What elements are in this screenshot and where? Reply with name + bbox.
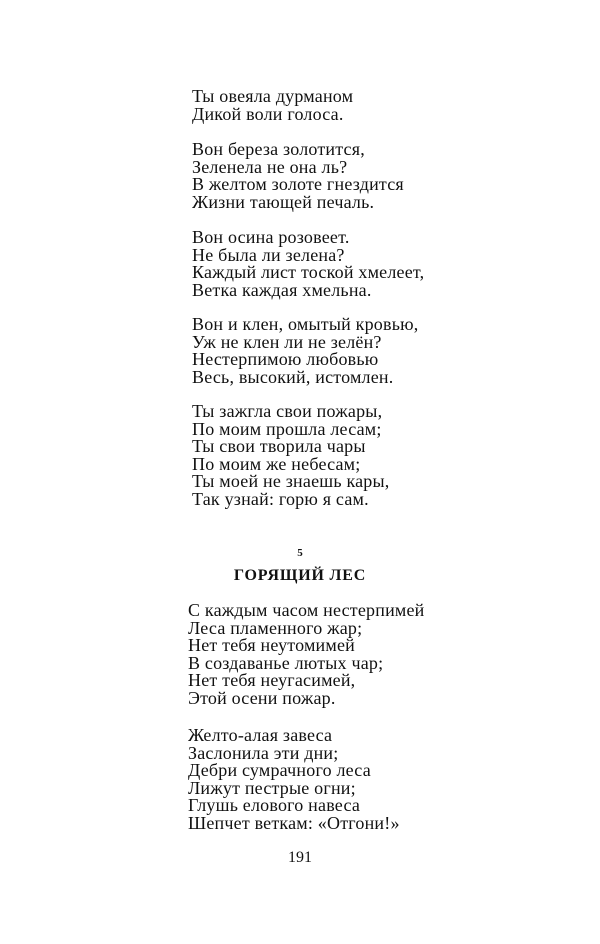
page-number: 191 <box>288 849 312 866</box>
poem-line: Заслонила эти дни; <box>188 742 339 763</box>
poem-line: По моим прошла лесам; <box>192 418 382 439</box>
poem-line: Дебри сумрачного леса <box>188 760 371 781</box>
poem-line: Шепчет веткам: «Отгони!» <box>188 812 400 833</box>
stanza-4 <box>192 316 418 386</box>
poem-line: Ты свои творила чары <box>192 436 366 457</box>
poem-line: Дикой воли голоса. <box>192 103 344 124</box>
stanza-7 <box>188 727 400 833</box>
poem-line: Леса пламенного жар; <box>188 617 363 638</box>
poem-line: Вон береза золотится, <box>192 139 365 159</box>
poem-line: Каждый лист тоской хмелеет, <box>192 262 425 283</box>
poem-line: В желтом золоте гнездится <box>192 174 404 195</box>
section-title: ГОРЯЩИЙ ЛЕС <box>233 567 367 584</box>
poem-line: Глушь елового навеса <box>188 795 361 816</box>
poem-line: Нет тебя неутомимей <box>188 635 355 656</box>
poem-line: Так узнай: горю я сам. <box>192 488 369 509</box>
poem-line: Ты зажгла свои пожары, <box>192 401 383 421</box>
poem-line: В создаванье лютых чар; <box>188 652 384 673</box>
section-number: 5 <box>297 547 303 559</box>
poem-line: По моим же небесам; <box>192 453 361 474</box>
poem-line: Лижут пестрые огни; <box>188 777 356 798</box>
poem-line: Ты овеяла дурманом <box>192 86 354 106</box>
stanza-5 <box>192 403 390 509</box>
poem-line: Нестерпимою любовью <box>192 349 379 370</box>
stanza-3 <box>192 229 424 299</box>
poem-line: Жизни тающей печаль. <box>192 191 375 212</box>
poem-line: Вон осина розовеет. <box>192 227 350 247</box>
poem-line: Желто-алая завеса <box>188 725 333 745</box>
poem-line: Не была ли зелена? <box>192 244 345 265</box>
poem-line: Зеленела не она ль? <box>192 156 348 177</box>
poem-line: Этой осени пожар. <box>188 687 336 708</box>
poem-line: Весь, высокий, истомлен. <box>192 366 394 387</box>
stanza-2 <box>192 141 404 211</box>
poem-line: Уж не клен ли не зелён? <box>192 331 382 352</box>
stanza-6 <box>188 602 425 708</box>
poem-line: Нет тебя неугасимей, <box>188 670 356 691</box>
poem-line: Ты моей не знаешь кары, <box>192 471 390 492</box>
poem-line: Ветка каждая хмельна. <box>192 279 372 300</box>
poem-line: С каждым часом нестерпимей <box>188 600 425 620</box>
stanza-1 <box>192 88 353 123</box>
poem-line: Вон и клен, омытый кровью, <box>192 314 419 334</box>
